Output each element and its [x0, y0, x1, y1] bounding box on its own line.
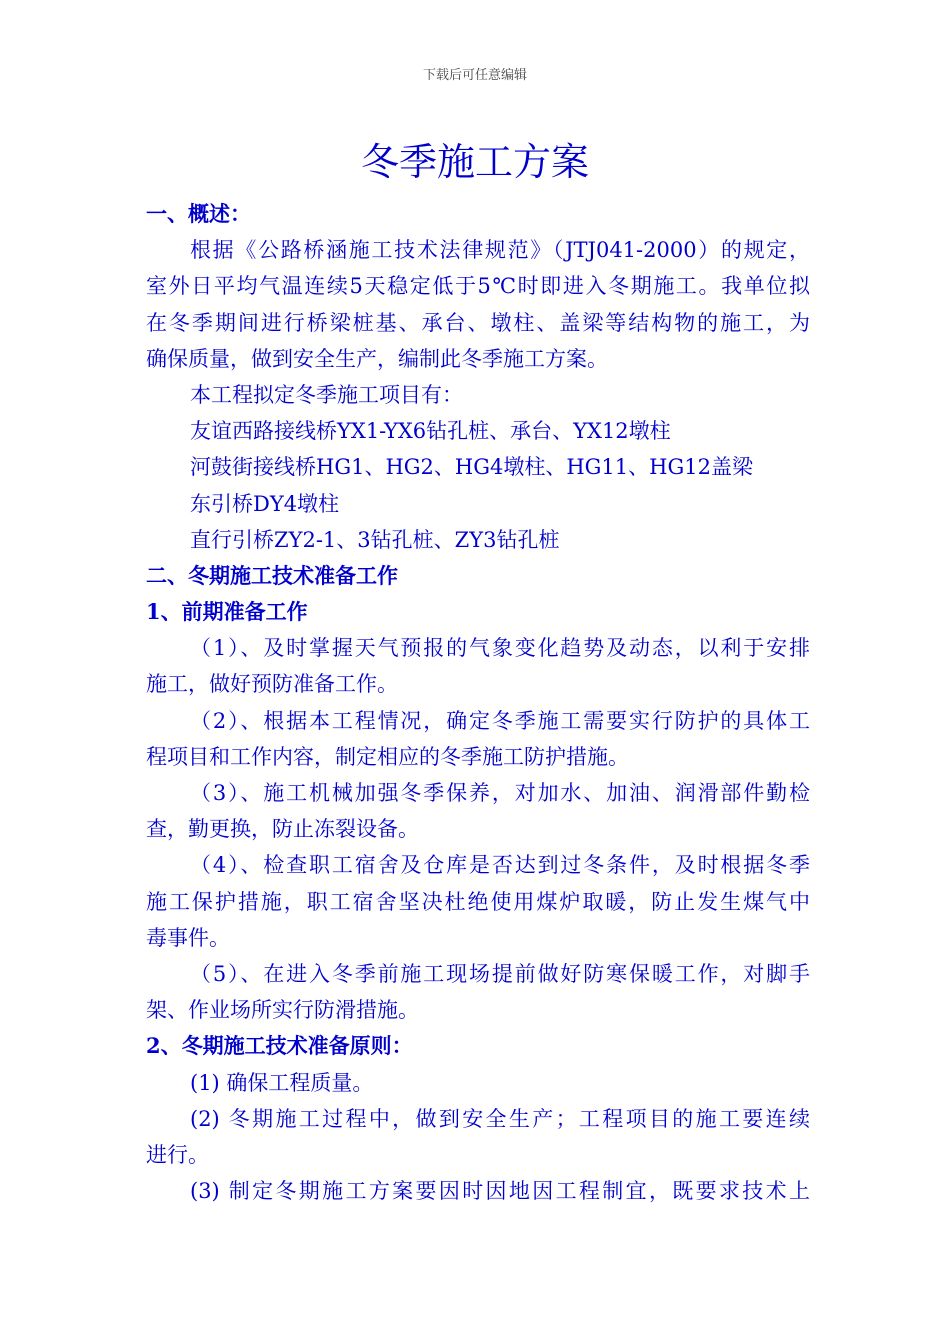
document-title: 冬季施工方案: [360, 140, 589, 184]
paragraph-line: 根据《公路桥涵施工技术法律规范》（JTJ041-2000）的规定，: [190, 238, 810, 263]
paragraph-line: （5）、在进入冬季前施工现场提前做好防寒保暖工作，对脚手: [190, 961, 810, 986]
section-heading: 1、前期准备工作: [146, 599, 308, 625]
paragraph-line: 程项目和工作内容，制定相应的冬季施工防护措施。: [146, 744, 629, 769]
paragraph-line: 施工保护措施，职工宿舍坚决杜绝使用煤炉取暖，防止发生煤气中: [146, 889, 810, 914]
paragraph-line: 确保质量，做到安全生产，编制此冬季施工方案。: [146, 346, 608, 371]
paragraph-line: 查，勤更换，防止冻裂设备。: [146, 817, 419, 842]
paragraph-line: 毒事件。: [146, 925, 230, 950]
section-heading: 一、概述：: [146, 201, 251, 226]
document-body: [146, 196, 810, 1209]
paragraph-line: 进行。: [146, 1142, 209, 1167]
paragraph-line: （4）、检查职工宿舍及仓库是否达到过冬条件，及时根据冬季: [190, 853, 810, 878]
paragraph-line: 架、作业场所实行防滑措施。: [146, 998, 419, 1023]
header-note: 下载后可任意编辑: [422, 68, 527, 83]
paragraph-line: （1）、及时掌握天气预报的气象变化趋势及动态，以利于安排: [190, 636, 810, 661]
paragraph-line: 河鼓街接线桥HG1、HG2、HG4墩柱、HG11、HG12盖梁: [190, 455, 753, 480]
section-heading: 二、冬期施工技术准备工作: [146, 562, 398, 588]
paragraph-line: 施工，做好预防准备工作。: [146, 672, 398, 697]
paragraph-line: 友谊西路接线桥YX1-YX6钻孔桩、承台、YX12墩柱: [190, 419, 671, 444]
paragraph-line: 室外日平均气温连续5天稳定低于5℃时即进入冬期施工。我单位拟: [146, 274, 810, 299]
paragraph-line: (1) 确保工程质量。: [190, 1070, 374, 1095]
paragraph-line: 在冬季期间进行桥梁桩基、承台、墩柱、盖梁等结构物的施工，为: [146, 310, 810, 335]
paragraph-line: (3) 制定冬期施工方案要因时因地因工程制宜，既要求技术上: [190, 1179, 810, 1204]
section-heading: 2、冬期施工技术准备原则：: [146, 1033, 413, 1059]
paragraph-line: 直行引桥ZY2-1、3钻孔桩、ZY3钻孔桩: [190, 527, 560, 552]
paragraph-line: (2) 冬期施工过程中，做到安全生产；工程项目的施工要连续: [190, 1106, 810, 1131]
paragraph-line: （3）、施工机械加强冬季保养，对加水、加油、润滑部件勤检: [190, 781, 810, 805]
paragraph-line: 本工程拟定冬季施工项目有：: [190, 382, 463, 407]
paragraph-line: 东引桥DY4墩柱: [190, 491, 340, 516]
paragraph-line: （2）、根据本工程情况，确定冬季施工需要实行防护的具体工: [190, 708, 810, 733]
